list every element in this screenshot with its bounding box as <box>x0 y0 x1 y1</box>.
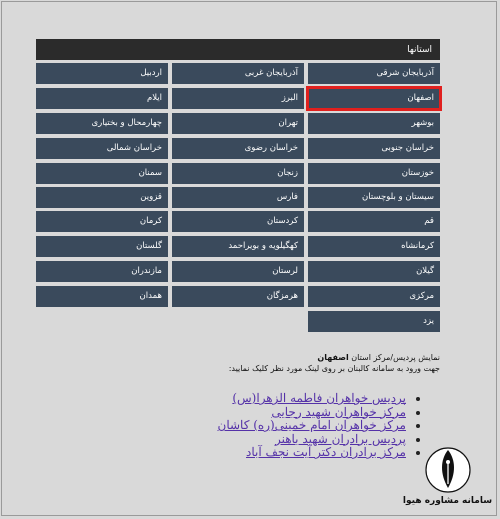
province-cell[interactable]: خراسان شمالی <box>36 138 168 159</box>
info-text <box>140 352 440 374</box>
campus-link[interactable]: پردیس خواهران فاطمه الزهرا(س) <box>232 391 406 405</box>
province-cell[interactable]: خوزستان <box>308 163 440 184</box>
province-grid <box>36 63 440 333</box>
province-cell[interactable]: مرکزی <box>308 286 440 307</box>
province-cell[interactable]: گلستان <box>36 236 168 257</box>
list-item <box>120 392 420 406</box>
province-cell[interactable]: کرمان <box>36 211 168 232</box>
province-cell[interactable]: بوشهر <box>308 113 440 134</box>
province-cell[interactable]: همدان <box>36 286 168 307</box>
info-line-2: جهت ورود به سامانه کالبنان بر روی لینک مورد نظر کلیک نمایید: <box>228 364 440 373</box>
logo-text: سامانه مشاوره هیوا <box>402 496 493 506</box>
campus-link[interactable]: پردیس برادران شهید باهنر <box>274 431 406 446</box>
hiva-logo <box>400 440 495 516</box>
pen-nib-icon <box>400 440 495 496</box>
campus-link[interactable]: مرکز خواهران امام خمینی(ره) کاشان <box>217 418 406 432</box>
province-cell[interactable]: گیلان <box>308 261 440 282</box>
province-cell[interactable]: یزد <box>308 311 440 332</box>
province-cell[interactable]: کهگیلویه و بویراحمد <box>172 236 304 257</box>
province-cell[interactable]: هرمزگان <box>172 286 304 307</box>
info-prefix: نمایش پردیس/مرکز استان <box>351 353 440 362</box>
province-cell-selected[interactable]: اصفهان <box>308 88 440 109</box>
province-cell[interactable]: آذربایجان شرقی <box>308 63 440 84</box>
province-cell[interactable]: آذربایجان غربی <box>172 63 304 84</box>
province-cell[interactable]: چهارمحال و بختیاری <box>36 113 168 134</box>
province-cell[interactable]: ایلام <box>36 88 168 109</box>
provinces-header <box>36 39 440 60</box>
bullet-icon <box>416 397 420 401</box>
province-cell[interactable]: سمنان <box>36 163 168 184</box>
campus-link-list <box>120 392 420 460</box>
province-cell[interactable]: زنجان <box>172 163 304 184</box>
province-cell[interactable]: اردبیل <box>36 63 168 84</box>
list-item <box>120 419 420 433</box>
bullet-icon <box>416 424 420 428</box>
province-cell[interactable]: تهران <box>172 113 304 134</box>
province-cell[interactable]: مازندران <box>36 261 168 282</box>
province-cell[interactable]: لرستان <box>172 261 304 282</box>
province-cell[interactable]: کرمانشاه <box>308 236 440 257</box>
province-cell[interactable]: خراسان رضوی <box>172 138 304 159</box>
campus-link[interactable]: مرکز خواهران شهید رجایی <box>271 404 406 419</box>
list-item <box>120 433 420 447</box>
info-province: اصفهان <box>317 353 349 362</box>
info-line-1 <box>140 352 440 363</box>
province-cell[interactable]: البرز <box>172 88 304 109</box>
province-cell[interactable]: قم <box>308 211 440 232</box>
province-cell[interactable]: قزوین <box>36 187 168 208</box>
province-cell[interactable]: خراسان جنوبی <box>308 138 440 159</box>
province-cell[interactable]: فارس <box>172 187 304 208</box>
campus-link[interactable]: مرکز برادران دکتر آیت نجف آباد <box>246 445 406 459</box>
list-item <box>120 406 420 420</box>
province-cell[interactable]: سیستان و بلوچستان <box>308 187 440 208</box>
bullet-icon <box>416 411 420 415</box>
province-cell[interactable]: کردستان <box>172 211 304 232</box>
provinces-title: استانها <box>407 44 432 55</box>
list-item <box>120 446 420 460</box>
